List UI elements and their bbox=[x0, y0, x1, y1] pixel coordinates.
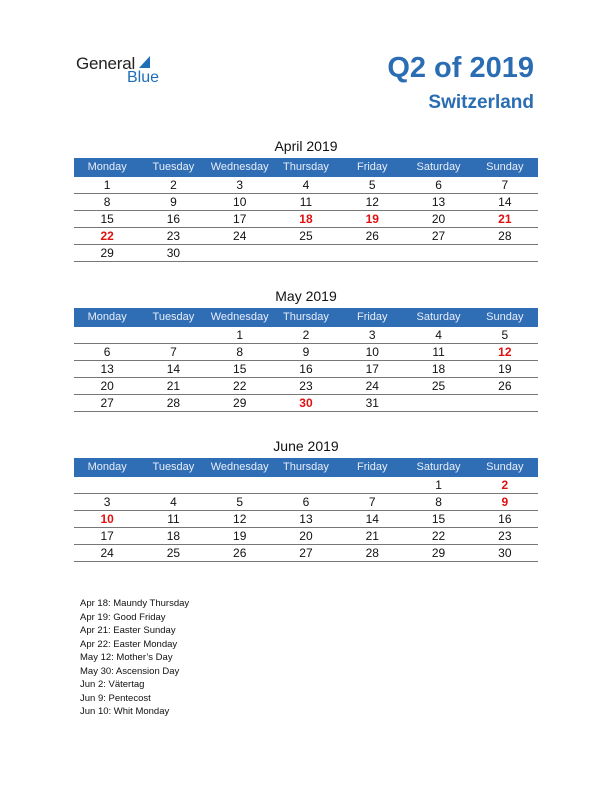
day-cell: 4 bbox=[170, 495, 177, 509]
empty-day-cell bbox=[273, 245, 339, 261]
month-title: June 2019 bbox=[273, 438, 339, 454]
day-cell: 4 bbox=[302, 178, 310, 192]
day-cell: 18 bbox=[166, 529, 181, 543]
weekday-header-row bbox=[74, 158, 538, 177]
day-cell: 29 bbox=[431, 546, 446, 560]
empty-day-cell bbox=[405, 245, 471, 261]
day-cell: 9 bbox=[170, 195, 177, 209]
day-cell: 26 bbox=[498, 379, 512, 393]
day-cell: 24 bbox=[365, 379, 379, 393]
day-cell: 24 bbox=[233, 229, 247, 243]
empty-day-cell bbox=[74, 477, 140, 493]
day-cell: 23 bbox=[498, 529, 512, 543]
day-cell: 3 bbox=[368, 328, 376, 342]
day-cell: 13 bbox=[100, 362, 114, 376]
month-title: April 2019 bbox=[274, 138, 338, 154]
day-cell: 17 bbox=[233, 212, 247, 226]
week-row bbox=[74, 528, 538, 545]
day-cell: 21 bbox=[166, 379, 181, 393]
holiday-note: Apr 22: Easter Monday bbox=[80, 638, 178, 650]
empty-day-cell bbox=[405, 395, 471, 411]
day-cell: 29 bbox=[100, 246, 114, 260]
day-cell: 15 bbox=[100, 212, 114, 226]
week-row bbox=[74, 177, 538, 194]
day-cell: 19 bbox=[365, 212, 379, 226]
day-cell: 12 bbox=[233, 512, 247, 526]
holiday-note: May 12: Mother’s Day bbox=[80, 652, 173, 663]
day-cell: 5 bbox=[236, 495, 244, 509]
week-row bbox=[74, 361, 538, 378]
day-cell: 5 bbox=[501, 328, 509, 342]
day-cell: 6 bbox=[103, 345, 111, 359]
day-cell: 26 bbox=[365, 229, 379, 243]
day-cell: 23 bbox=[299, 379, 313, 393]
holiday-note: Apr 21: Easter Sunday bbox=[80, 625, 176, 636]
day-cell: 26 bbox=[233, 546, 247, 560]
holiday-note: Apr 19: Good Friday bbox=[80, 611, 166, 623]
month-calendar-may bbox=[74, 286, 538, 412]
day-cell: 11 bbox=[432, 345, 445, 359]
day-cell: 4 bbox=[435, 328, 442, 342]
day-cell: 3 bbox=[103, 495, 111, 509]
logo-triangle-icon bbox=[139, 56, 150, 68]
day-cell: 13 bbox=[299, 512, 313, 526]
weekday-header: Tuesday bbox=[152, 461, 195, 473]
holiday-notes bbox=[80, 597, 189, 719]
day-cell: 17 bbox=[100, 529, 114, 543]
empty-day-cell bbox=[472, 245, 538, 261]
day-cell: 2 bbox=[302, 328, 310, 342]
weekday-header: Thursday bbox=[283, 311, 329, 323]
weekday-header: Monday bbox=[87, 161, 127, 173]
day-cell: 7 bbox=[501, 178, 509, 192]
day-cell: 6 bbox=[435, 178, 442, 192]
weekday-header: Saturday bbox=[416, 461, 461, 473]
day-cell: 28 bbox=[365, 546, 379, 560]
week-row bbox=[74, 511, 538, 528]
day-cell: 30 bbox=[299, 396, 313, 410]
day-cell: 22 bbox=[431, 529, 446, 543]
holiday-note: Jun 2: Vätertag bbox=[80, 679, 145, 690]
day-cell: 13 bbox=[431, 195, 446, 209]
day-cell: 10 bbox=[233, 195, 247, 209]
day-cell: 19 bbox=[233, 529, 247, 543]
empty-day-cell bbox=[273, 477, 339, 493]
month-title: May 2019 bbox=[275, 288, 337, 304]
day-cell: 12 bbox=[365, 195, 379, 209]
day-cell: 10 bbox=[365, 345, 379, 359]
weekday-header: Tuesday bbox=[152, 161, 195, 173]
day-cell: 18 bbox=[299, 212, 313, 226]
page-title: Q2 of 2019 bbox=[387, 52, 534, 84]
week-row bbox=[74, 378, 538, 395]
weekday-header: Sunday bbox=[486, 161, 524, 173]
weekday-header-row bbox=[74, 308, 538, 327]
holiday-note: Apr 18: Maundy Thursday bbox=[80, 598, 190, 609]
day-cell: 27 bbox=[100, 396, 114, 410]
weekday-header: Sunday bbox=[486, 311, 524, 323]
weekday-header: Friday bbox=[356, 311, 388, 323]
day-cell: 5 bbox=[368, 178, 376, 192]
logo-word-general: General bbox=[76, 54, 136, 73]
weekday-header: Wednesday bbox=[210, 461, 269, 473]
day-cell: 14 bbox=[166, 362, 181, 376]
day-cell: 18 bbox=[431, 362, 446, 376]
day-cell: 19 bbox=[498, 362, 512, 376]
day-cell: 14 bbox=[365, 512, 379, 526]
empty-day-cell bbox=[74, 327, 140, 343]
week-row bbox=[74, 211, 538, 228]
weekday-header: Monday bbox=[87, 311, 127, 323]
day-cell: 17 bbox=[365, 362, 379, 376]
day-cell: 15 bbox=[431, 512, 446, 526]
empty-day-cell bbox=[140, 477, 206, 493]
day-cell: 27 bbox=[299, 546, 313, 560]
weekday-header: Friday bbox=[356, 161, 388, 173]
page-subtitle: Switzerland bbox=[428, 92, 534, 113]
week-row bbox=[74, 344, 538, 361]
day-cell: 27 bbox=[431, 229, 446, 243]
weekday-header: Wednesday bbox=[210, 311, 269, 323]
day-cell: 12 bbox=[498, 345, 512, 359]
day-cell: 20 bbox=[431, 212, 446, 226]
day-cell: 3 bbox=[236, 178, 244, 192]
day-cell: 24 bbox=[100, 546, 114, 560]
day-cell: 7 bbox=[170, 345, 177, 359]
day-cell: 16 bbox=[498, 512, 512, 526]
empty-day-cell bbox=[339, 477, 405, 493]
day-cell: 8 bbox=[103, 195, 111, 209]
holiday-note: Jun 10: Whit Monday bbox=[80, 706, 170, 717]
day-cell: 21 bbox=[498, 212, 512, 226]
week-row bbox=[74, 194, 538, 211]
week-row bbox=[74, 327, 538, 344]
day-cell: 28 bbox=[166, 396, 181, 410]
weekday-header: Friday bbox=[356, 461, 388, 473]
logo-word-blue: Blue bbox=[127, 69, 160, 86]
day-cell: 14 bbox=[498, 195, 512, 209]
day-cell: 16 bbox=[166, 212, 181, 226]
weekday-header: Tuesday bbox=[152, 311, 195, 323]
week-row bbox=[74, 545, 538, 562]
day-cell: 1 bbox=[236, 328, 244, 342]
week-row bbox=[74, 228, 538, 245]
day-cell: 30 bbox=[166, 246, 181, 260]
day-cell: 9 bbox=[302, 345, 310, 359]
weekday-header: Wednesday bbox=[210, 161, 269, 173]
week-row bbox=[74, 477, 538, 494]
day-cell: 20 bbox=[299, 529, 313, 543]
empty-day-cell bbox=[207, 477, 273, 493]
holiday-note: Jun 9: Pentecost bbox=[80, 692, 151, 704]
day-cell: 20 bbox=[100, 379, 114, 393]
day-cell: 11 bbox=[299, 195, 313, 209]
weekday-header: Thursday bbox=[283, 161, 329, 173]
day-cell: 8 bbox=[435, 495, 442, 509]
day-cell: 30 bbox=[498, 546, 512, 560]
week-row bbox=[74, 494, 538, 511]
empty-day-cell bbox=[140, 327, 206, 343]
day-cell: 28 bbox=[498, 229, 512, 243]
day-cell: 31 bbox=[365, 396, 379, 410]
day-cell: 15 bbox=[233, 362, 247, 376]
day-cell: 25 bbox=[299, 229, 313, 243]
week-row bbox=[74, 395, 538, 412]
day-cell: 1 bbox=[103, 178, 111, 192]
weekday-header: Sunday bbox=[486, 461, 524, 473]
day-cell: 9 bbox=[501, 495, 509, 509]
day-cell: 8 bbox=[236, 345, 244, 359]
week-row bbox=[74, 245, 538, 262]
holiday-note: May 30: Ascension Day bbox=[80, 665, 180, 677]
day-cell: 25 bbox=[431, 379, 446, 393]
day-cell: 10 bbox=[100, 512, 114, 526]
generalblue-logo bbox=[76, 52, 176, 88]
empty-day-cell bbox=[472, 395, 538, 411]
day-cell: 6 bbox=[302, 495, 310, 509]
day-cell: 22 bbox=[100, 229, 114, 243]
day-cell: 25 bbox=[166, 546, 181, 560]
empty-day-cell bbox=[207, 245, 273, 261]
day-cell: 2 bbox=[170, 178, 177, 192]
day-cell: 11 bbox=[167, 512, 180, 526]
day-cell: 7 bbox=[368, 495, 376, 509]
weekday-header: Saturday bbox=[416, 161, 461, 173]
day-cell: 1 bbox=[435, 478, 442, 492]
day-cell: 22 bbox=[233, 379, 247, 393]
weekday-header-row bbox=[74, 458, 538, 477]
day-cell: 16 bbox=[299, 362, 313, 376]
weekday-header: Thursday bbox=[283, 461, 329, 473]
day-cell: 21 bbox=[365, 529, 379, 543]
weekday-header: Saturday bbox=[416, 311, 461, 323]
month-calendar-june bbox=[74, 436, 538, 562]
month-calendar-april bbox=[74, 136, 538, 262]
day-cell: 2 bbox=[501, 478, 509, 492]
day-cell: 23 bbox=[166, 229, 181, 243]
weekday-header: Monday bbox=[87, 461, 127, 473]
day-cell: 29 bbox=[233, 396, 247, 410]
empty-day-cell bbox=[339, 245, 405, 261]
